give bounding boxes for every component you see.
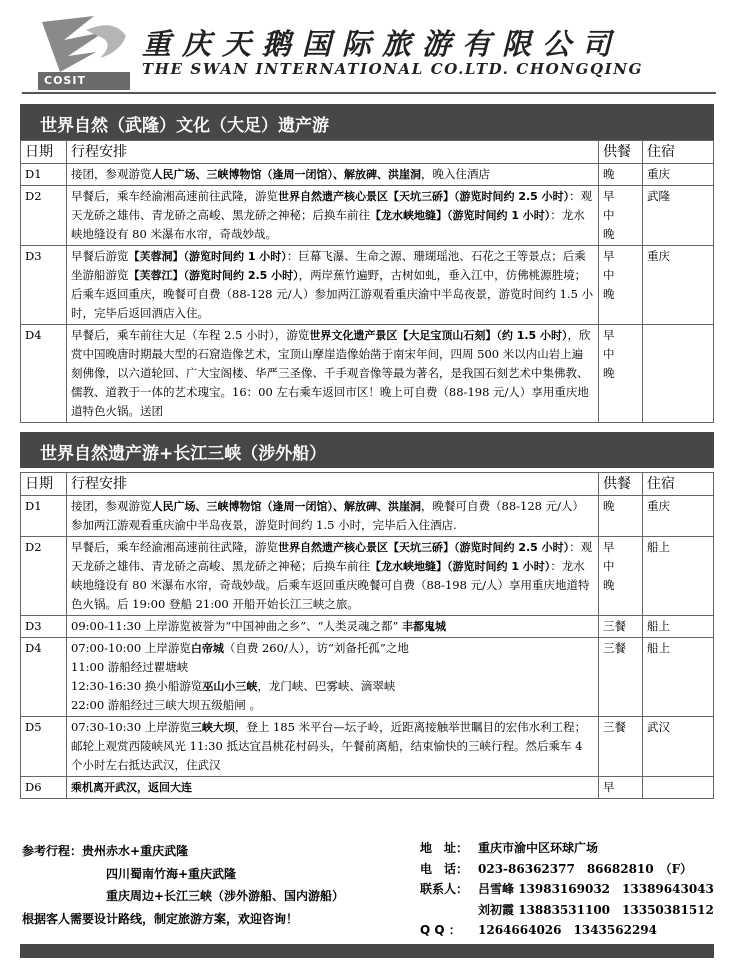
table-row [21,777,714,799]
reference-itineraries [22,840,422,930]
highlight-text: 白帝城 [190,642,224,655]
address-label: 地 址： [420,841,469,855]
meal-item: 三餐 [603,619,626,633]
meal-item: 晚 [603,366,615,380]
stay-cell: 船上 [643,537,714,616]
stay-cell: 重庆 [643,246,714,325]
header-itinerary: 行程安排 [67,473,599,496]
meals-cell [599,325,643,423]
contact-info [420,838,720,961]
stay-cell: 船上 [643,638,714,717]
meal-item: 早 [603,540,615,554]
meal-item: 中 [603,208,615,222]
itinerary-text: （自费 260/人），访“刘备托孤”之地 [223,641,409,655]
stay-cell: 武隆 [643,186,714,246]
itinerary-text: ，欣赏中国晚唐时期最大型的石窟造像艺术，宝顶山摩崖造像始凿于南宋年间，四周 500 米以内山岩上遍刻佛像，以六道轮回、广大宝阁楼、华严三圣像、千手观音像等最为著名，是我国石刻艺术中集佛教、儒教、道教于一体的艺术瑰宝。16：00 左右乘车返回市区！晚上可自费（88-198 元/人）享用重庆地道特色火锅。送团 [71,328,591,418]
day-cell: D3 [21,616,67,638]
contact-value-2: 刘初霞 13883531100 13350381512 [478,902,714,917]
itinerary-cell [67,777,599,799]
itinerary-text: ，登上 185 米平台—坛子岭，近距离接触举世瞩目的宏伟水利工程；邮轮上观赏西陵峡风光 11:30 抵达宜昌桃花村码头，午餐前离船，结束愉快的三峡行程。然后乘车 4 个小时左右抵达武汉，住武汉 [71,720,587,772]
day-cell: D4 [21,638,67,717]
meal-item: 中 [603,347,615,361]
meal-item: 中 [603,268,615,282]
header-meals: 供餐 [599,473,643,496]
meal-item: 早 [603,189,615,203]
itinerary-cell [67,164,599,186]
header-itinerary: 行程安排 [67,141,599,164]
highlight-text: 世界文化遗产景区【大足宝顶山石刻】（约 1.5 小时） [309,329,568,342]
day-cell: D6 [21,777,67,799]
table-row [21,717,714,777]
meals-cell [599,616,643,638]
stay-cell: 船上 [643,616,714,638]
meals-cell [599,186,643,246]
phone-label: 电 话： [420,861,469,876]
day-cell: D1 [21,164,67,186]
itinerary-cell [67,717,599,777]
phone-value: 023-86362377 86682810 （F） [478,861,693,876]
highlight-text: 巫山小三峡 [202,680,258,693]
table-row [21,164,714,186]
itinerary-text: 07:00-10:00 上岸游览 [71,641,191,655]
table-row [21,246,714,325]
meals-cell [599,246,643,325]
itinerary-cell [67,325,599,423]
reference-line-1: 贵州赤水+重庆武隆 [82,844,189,858]
meal-item: 早 [603,328,615,342]
header-day: 日期 [21,141,67,164]
day-cell: D2 [21,537,67,616]
table-row [21,616,714,638]
itinerary-text: 接团，参观游览 [71,167,152,181]
highlight-text: 乘机离开武汉，返回大连 [71,781,192,794]
address-value: 重庆市渝中区环球广场 [478,841,599,855]
itinerary-text: 09:00-11:30 上岸游览被誉为“中国神曲之乡”、“人类灵魂之都” [71,619,402,633]
itinerary-text: 12:30-16:30 换小船游览 [71,679,203,693]
itinerary-text: ，晚餐可自费（88-128 元/人）参加两江游观看重庆渝中半岛夜景，游览时间约 1.5 小时，完毕后入住酒店. [71,499,584,532]
itinerary-text: ：龙水峡地缝设有 80 米瀑布水帘，奇哉妙哉。 [71,208,585,241]
itinerary-cell [67,638,599,717]
meal-item: 晚 [603,578,615,592]
reference-line-2: 四川蜀南竹海+重庆武隆 [106,866,237,881]
itinerary-text: 07:30-10:30 上岸游览 [71,720,191,734]
highlight-text: 【龙水峡地缝】（游览时间约 1 小时） [370,560,551,573]
itinerary-text: ，晚入住酒店 [421,167,490,181]
itinerary-cell [67,496,599,537]
meals-cell [599,638,643,717]
itinerary-text: 早餐后，乘车经渝湘高速前往武隆，游览 [71,540,278,554]
itinerary-text: ：龙水峡地缝设有 80 米瀑布水帘，奇哉妙哉。后乘车返回重庆晚餐可自费（88-198 元/人）享用重庆地道特色火锅。后 19:00 登船 21:00 开船开始长江三峡之旅。 [71,559,590,611]
meal-item: 早 [603,780,615,794]
itinerary-text: ：观天龙硚之雄伟、青龙硚之高峻、黑龙硚之神秘；后换车前往 [71,189,593,222]
stay-cell [643,777,714,799]
meals-cell [599,164,643,186]
header-stay: 住宿 [643,473,714,496]
highlight-text: 人民广场、三峡博物馆（逢周一闭馆）、解放碑、洪崖洞 [151,500,421,513]
company-name-en: THE SWAN INTERNATIONAL CO.LTD. CHONGQING [142,60,644,78]
day-cell: D5 [21,717,67,777]
meal-item: 晚 [603,287,615,301]
table-row [21,638,714,717]
itinerary-text: ：巨幕飞瀑、生命之源、珊瑚瑶池、石花之王等景点；后乘坐游船游览 [71,249,586,282]
itinerary-cell [67,246,599,325]
highlight-text: 【芙蓉洞】（游览时间约 1 小时） [128,250,287,263]
itinerary-cell [67,616,599,638]
contact-label: 联系人： [420,882,469,896]
table-row [21,537,714,616]
highlight-text: 人民广场、三峡博物馆（逢周一闭馆）、解放碑、洪崖洞 [151,168,421,181]
itinerary-cell [67,186,599,246]
stay-cell: 武汉 [643,717,714,777]
logo-text: COSIT [44,74,86,87]
section-1-bar [20,104,714,140]
table-row [21,325,714,423]
meals-cell [599,777,643,799]
highlight-text: 丰都鬼城 [402,620,446,633]
highlight-text: 世界自然遗产核心景区【天坑三硚】（游览时间约 2.5 小时） [278,541,570,554]
itinerary-line [71,677,594,696]
highlight-text: 【芙蓉江】（游览时间约 2.5 小时） [128,269,299,282]
meal-item: 晚 [603,227,615,241]
itinerary-table-2 [20,472,714,799]
meals-cell [599,537,643,616]
table-header-row [21,141,714,164]
stay-cell [643,325,714,423]
itinerary-text: 11:00 游船经过瞿塘峡 [71,660,189,674]
itinerary-text: 早餐后，乘车前往大足（车程 2.5 小时），游览 [71,328,310,342]
header-stay: 住宿 [643,141,714,164]
meal-item: 晚 [603,499,615,513]
meal-item: 晚 [603,167,615,181]
slogan: 根据客人需要设计路线，制定旅游方案，欢迎咨询！ [22,911,299,926]
itinerary-text: 早餐后，乘车经渝湘高速前往武隆，游览 [71,189,278,203]
itinerary-cell [67,537,599,616]
reference-line-3: 重庆周边+长江三峡（涉外游船、国内游船） [106,889,345,903]
header-meals: 供餐 [599,141,643,164]
itinerary-text: ：观天龙硚之雄伟、青龙硚之高峻、黑龙硚之神秘；后换车前往 [71,540,593,573]
meal-item: 中 [603,559,615,573]
highlight-text: 【龙水峡地缝】（游览时间约 1 小时） [370,209,551,222]
meal-item: 三餐 [603,641,626,655]
qq-label: Q Q ： [420,923,461,937]
itinerary-text: 接团，参观游览 [71,499,152,513]
table-row [21,186,714,246]
itinerary-table-1 [20,140,714,423]
highlight-text: 世界自然遗产核心景区【天坑三硚】（游览时间约 2.5 小时） [278,190,570,203]
stay-cell: 重庆 [643,164,714,186]
itinerary-text: ，龙门峡、巴雾峡、滴翠峡 [257,679,396,693]
section-2-title: 世界自然遗产游+长江三峡（涉外船） [40,444,327,464]
page-header [0,0,732,96]
itinerary-line [71,639,594,658]
contact-value-1: 吕雪峰 13983169032 13389643043 [478,882,714,896]
qq-value: 1264664026 1343562294 [478,923,657,937]
itinerary-line [71,696,594,715]
company-name-cn: 重庆天鹅国际旅游有限公司 [142,27,623,61]
meal-item: 早 [603,249,615,263]
meal-item: 三餐 [603,720,626,734]
itinerary-text: ，两岸蕉竹遍野，古树如虬，垂入江中，仿佛桃源胜境；后乘车返回重庆，晚餐可自费（88-128 元/人）参加两江游观看重庆渝中半岛夜景，游览时间约 1.5 小时，完毕后返回酒店入住。 [71,268,594,320]
itinerary-line [71,658,594,677]
day-cell: D4 [21,325,67,423]
day-cell: D3 [21,246,67,325]
meals-cell [599,717,643,777]
highlight-text: 三峡大坝 [190,721,235,734]
itinerary-text: 22:00 游船经过三峡大坝五级船闸 。 [71,698,261,712]
footer-bar [20,944,714,958]
section-2-bar [20,432,714,468]
header-divider [22,92,716,94]
table-header-row [21,473,714,496]
reference-label: 参考行程： [22,844,83,858]
header-day: 日期 [21,473,67,496]
meals-cell [599,496,643,537]
stay-cell: 重庆 [643,496,714,537]
itinerary-text: 早餐后游览 [71,249,129,263]
section-1-title: 世界自然（武隆）文化（大足）遗产游 [40,116,329,136]
day-cell: D2 [21,186,67,246]
day-cell: D1 [21,496,67,537]
table-row [21,496,714,537]
